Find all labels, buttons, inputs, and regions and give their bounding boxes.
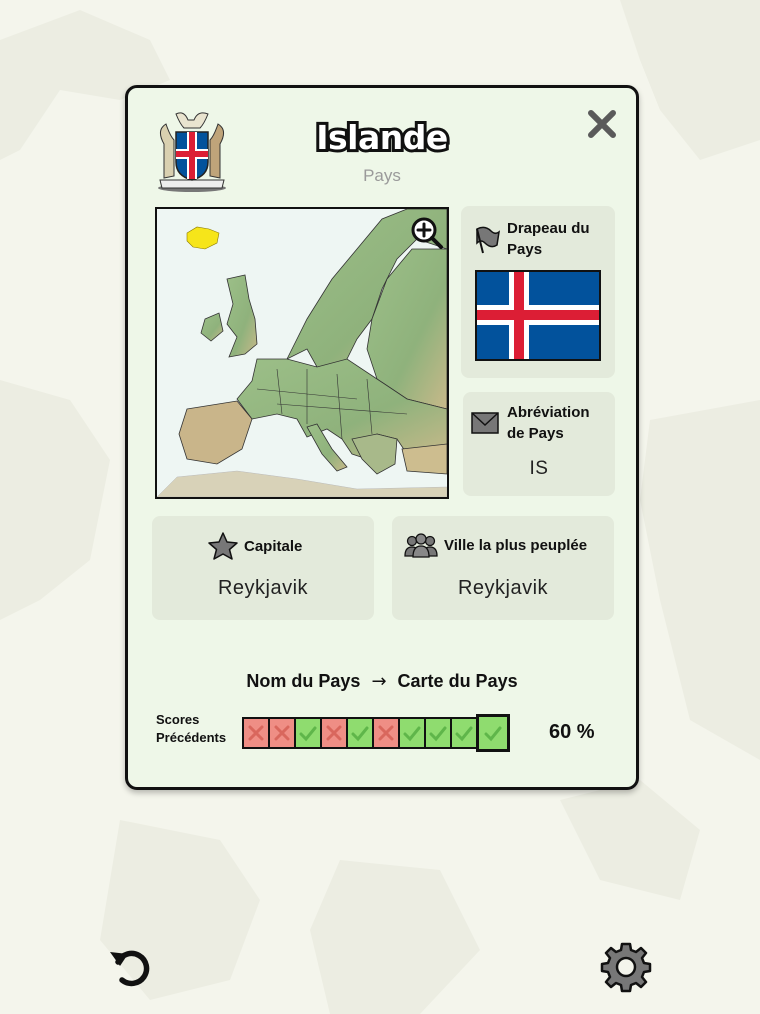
score-cell-correct — [476, 714, 510, 752]
flag-icon — [471, 223, 501, 255]
abbreviation-panel — [463, 392, 615, 496]
score-cell-wrong — [242, 717, 270, 749]
score-cell-wrong — [320, 717, 348, 749]
category-subtitle: Pays — [363, 166, 401, 185]
score-percent: 60 % — [549, 721, 595, 743]
largest-city-label: Ville la plus peuplée — [444, 536, 588, 554]
abbreviation-value: IS — [529, 458, 549, 479]
country-title: Islande — [316, 118, 448, 157]
capital-value: Reykjavik — [217, 577, 309, 599]
gear-icon[interactable] — [600, 941, 652, 993]
previous-scores — [242, 716, 508, 750]
star-icon — [208, 532, 238, 560]
check-icon — [403, 724, 421, 742]
people-icon — [404, 532, 438, 558]
score-cell-correct — [294, 717, 322, 749]
scores-label — [156, 711, 226, 747]
quiz-mode-to: Carte du Pays — [397, 671, 518, 691]
score-cell-correct — [346, 717, 374, 749]
score-cell-wrong — [372, 717, 400, 749]
flag-panel-label: Drapeau du Pays — [507, 220, 590, 258]
quiz-mode-from: Nom du Pays — [246, 671, 361, 691]
score-cell-wrong — [268, 717, 296, 749]
score-cell-correct — [424, 717, 452, 749]
largest-city-value: Reykjavik — [457, 577, 549, 599]
check-icon — [299, 724, 317, 742]
check-icon — [351, 724, 369, 742]
check-icon — [455, 724, 473, 742]
scores-label-line1: Scores — [156, 712, 200, 727]
country-flag[interactable] — [475, 270, 601, 361]
score-cell-correct — [450, 717, 478, 749]
envelope-icon — [471, 412, 499, 434]
largest-city-panel — [392, 516, 614, 620]
cross-icon — [325, 724, 343, 742]
quiz-mode — [128, 671, 636, 692]
country-map[interactable] — [155, 207, 449, 499]
abbreviation-label: Abréviation de Pays — [507, 404, 590, 442]
cross-icon — [247, 724, 265, 742]
cross-icon — [273, 724, 291, 742]
check-icon — [484, 724, 502, 742]
quiz-mode-arrow: → — [371, 671, 387, 692]
cross-icon — [377, 724, 395, 742]
close-icon[interactable] — [586, 108, 618, 140]
zoom-in-icon[interactable] — [409, 215, 445, 251]
score-cell-correct — [398, 717, 426, 749]
undo-icon[interactable] — [106, 942, 156, 992]
capital-label: Capitale — [244, 537, 303, 555]
flag-panel — [461, 206, 615, 378]
check-icon — [429, 724, 447, 742]
scores-label-line2: Précédents — [156, 730, 227, 745]
country-info-card — [125, 85, 639, 790]
capital-panel — [152, 516, 374, 620]
europe-map-image — [157, 209, 447, 497]
